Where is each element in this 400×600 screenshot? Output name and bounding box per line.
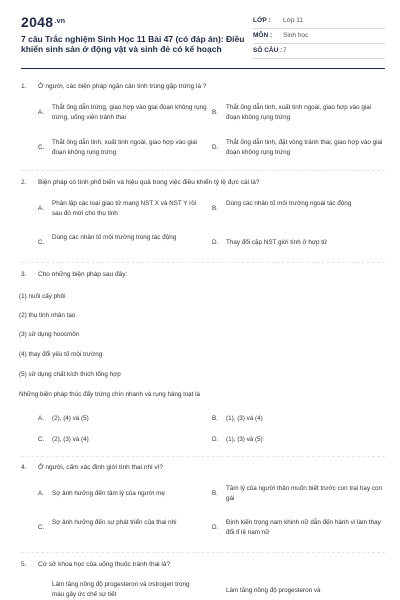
option-letter: A. [38,109,44,116]
list-item: (4) thay đổi yếu tố môi trường [19,351,103,358]
question-separator [21,170,385,171]
option-letter: A. [38,490,44,497]
option-text: Phân lập các loại giao tử mang NST X và NST Y rồi sau đó mới cho thụ tinh [52,200,197,217]
meta-row-socau [253,44,385,59]
option-letter: B. [212,205,218,212]
logo-text: 2048 [21,14,54,30]
question-separator [21,262,385,263]
option-letter: A. [38,415,44,422]
meta-label: LỚP : [253,17,271,24]
option-text: Sợ ảnh hưởng đến sự phát triển của thai nhi [52,519,177,526]
question-number: 2. [21,179,27,186]
option-text: (1), (3) và (4) [226,415,263,422]
option-text: Dùng các nhân tố môi trường ngoài tác động [226,200,352,207]
option-letter: D. [212,436,219,443]
logo-suffix: .vn [54,18,66,25]
option-text: Làm tăng nồng độ progesteron và [226,587,321,594]
header-divider [21,68,385,69]
option-letter: A. [38,205,44,212]
option-text: Thắt ống dẫn tinh, xuất tinh ngoài, giao hợp vào giai đoạn không rụng trứng [52,139,198,156]
option-text: (2), (4) và (5) [52,415,89,422]
option-letter: B. [212,415,218,422]
option-text: Sợ ảnh hưởng đến tâm lý của người mẹ [52,490,165,497]
option-letter: C. [38,239,45,246]
option-letter: D. [212,239,219,246]
option-text: Dùng các nhân tố môi trường trong tác động [52,234,177,241]
option-letter: B. [212,490,218,497]
meta-value: Sinh học [283,32,309,39]
meta-label: SỐ CÂU : [253,47,283,54]
option-text: Làm tăng nồng độ progesteron và ơstrogen trong máu gây ức chế sự tiết [52,581,190,598]
question-stem: Cho những biện pháp sau đây: [38,271,128,278]
meta-row-lop [253,14,385,29]
option-text: Thắt ống dẫn tinh, xuất tinh ngoài, giao hợp vào giai đoạn không rụng trứng [226,104,372,121]
meta-label: MÔN : [253,32,273,39]
list-item: (1) nuôi cấy phôi [19,293,66,300]
option-letter: D. [212,144,219,151]
option-letter: B. [212,109,218,116]
question-stem: Biện pháp có tính phổ biến và hiệu quả trong việc điều khiển tỷ lệ đực cái là? [38,179,260,186]
option-letter: D. [212,524,219,531]
option-text: Thắt ống dẫn trứng, giao hợp vào giai đoạn không rụng trứng, uống viên tránh thai [52,104,207,121]
question-separator [21,456,385,457]
list-item: (5) sử dụng chất kích thích tổng hợp [19,371,121,378]
option-letter: C. [38,436,45,443]
meta-info [253,14,385,59]
option-text: (1), (3) và (5) [226,436,263,443]
question-number: 4. [21,464,27,471]
list-item: (2) thụ tinh nhân tạo [19,312,76,319]
option-text: Thay đổi cặp NST giới tính ở hợp tử [226,239,328,246]
document-title: 7 câu Trắc nghiệm Sinh Học 11 Bài 47 (có đáp án): Điều khiển sinh sản ở động vật và sinh đẻ có kế hoạch [21,34,245,54]
option-text: Tâm lý của người thân muốn biết trước con trai hay con gái [226,485,382,502]
option-letter: C. [38,144,45,151]
site-logo[interactable] [21,14,64,30]
option-text: (2), (3) và (4) [52,436,89,443]
question-number: 1. [21,83,27,90]
meta-value: Lớp 11 [283,17,304,24]
question-separator [21,552,385,553]
question-number: 5. [21,561,27,568]
list-item: (3) sử dụng hoocmôn [19,331,80,338]
option-text: Thắt ống dẫn tinh, đặt vòng tránh thai, giao hợp vào giai đoạn không rụng trứng [226,139,383,156]
question-stem: Ở người, các biện pháp ngăn cản tinh trùng gặp trứng là ? [38,83,207,90]
option-letter: C. [38,524,45,531]
option-text: Định kiến trọng nam khinh nữ dẫn đến hành vi làm thay đổi tỉ lệ nam nữ [226,519,381,536]
meta-row-mon [253,29,385,44]
question-stem: Cơ sở khoa học của uống thuốc tránh thai là? [38,561,171,568]
question-stem: Ở người, cấm xác định giới tính thai nhi vì? [38,464,164,471]
question-prompt: Những biện pháp thúc đẩy trứng chín nhanh và rụng hàng loạt là [19,391,201,398]
meta-value: 7 [283,47,287,54]
question-number: 3. [21,271,27,278]
